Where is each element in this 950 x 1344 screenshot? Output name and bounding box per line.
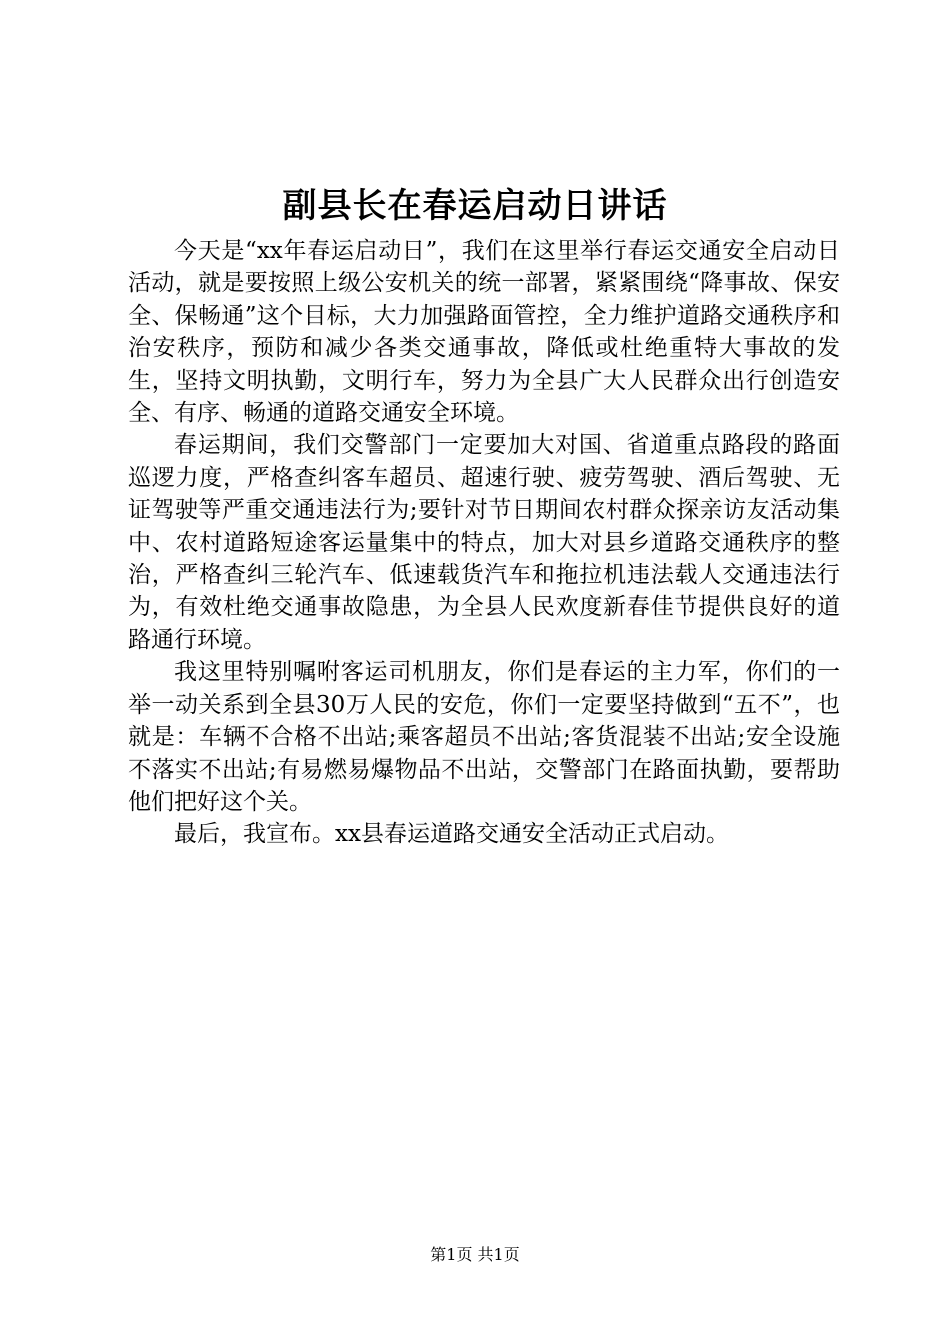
page-footer: 第1页 共1页 [430, 1245, 520, 1264]
paragraph-2: 春运期间，我们交警部门一定要加大对国、省道重点路段的路面巡逻力度，严格查纠客车超员、超速行驶、疲劳驾驶、酒后驾驶、无证驾驶等严重交通违法行为;要针对节日期间农村群众探亲访友活动集中、农村道路短途客运量集中的特点，加大对县乡道路交通秩序的整治，严格查纠三轮汽车、低速载货汽车和拖拉机违法载人交通违法行为，有效杜绝交通事故隐患，为全县人民欢度新春佳节提供良好的道路通行环境。 [128, 432, 840, 653]
document-body [128, 235, 840, 851]
paragraph-3: 我这里特别嘱咐客运司机朋友，你们是春运的主力军，你们的一举一动关系到全县30万人民的安危，你们一定要坚持做到“五不”，也就是：车辆不合格不出站;乘客超员不出站;客货混装不出站;安全设施不落实不出站;有易燃易爆物品不出站，交警部门在路面执勤，要帮助他们把好这个关。 [128, 659, 840, 815]
paragraph-1: 今天是“xx年春运启动日”，我们在这里举行春运交通安全启动日活动，就是要按照上级公安机关的统一部署，紧紧围绕“降事故、保安全、保畅通”这个目标，大力加强路面管控，全力维护道路交通秩序和治安秩序，预防和减少各类交通事故，降低或杜绝重特大事故的发生，坚持文明执勤，文明行车，努力为全县广大人民群众出行创造安全、有序、畅通的道路交通安全环境。 [128, 238, 840, 427]
document-title: 副县长在春运启动日讲话 [282, 186, 668, 226]
paragraph-4: 最后，我宣布。xx县春运道路交通安全活动正式启动。 [174, 821, 729, 848]
